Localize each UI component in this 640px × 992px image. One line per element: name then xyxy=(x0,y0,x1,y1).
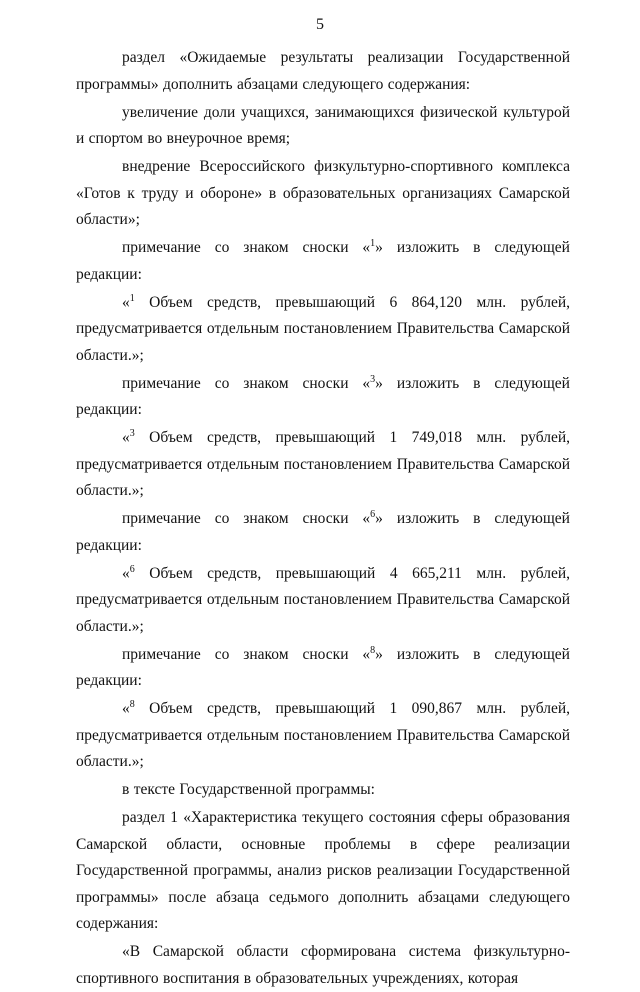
paragraph xyxy=(76,45,570,98)
paragraph xyxy=(76,425,570,505)
paragraph-text: примечание со знаком сноски « xyxy=(122,374,371,392)
footnote-marker: 6 xyxy=(370,509,376,520)
paragraph xyxy=(76,371,570,424)
paragraph-text: « xyxy=(122,293,130,311)
paragraph xyxy=(76,939,570,992)
footnote-marker: 3 xyxy=(370,373,376,385)
footnote-marker: 8 xyxy=(370,644,376,656)
page-number: 5 xyxy=(316,16,324,33)
footnote-marker: 1 xyxy=(370,238,376,249)
paragraph-text: » изложить в следующей редакции: xyxy=(76,374,570,418)
footnote-marker: 3 xyxy=(129,428,135,439)
paragraph-text: Объем средств, превышающий 1 749,018 млн. рублей, предусматривается отдельным постановлением Правительства Самарской области.»; xyxy=(76,429,570,499)
paragraph xyxy=(76,561,570,641)
paragraph-text: в тексте Государственной программы: xyxy=(122,781,375,798)
paragraph-text: «В Самарской области сформирована система физкультурно-спортивного воспитания в образовательных учреждениях, которая xyxy=(76,943,570,987)
paragraph xyxy=(76,154,570,234)
paragraph-text: примечание со знаком сноски « xyxy=(122,645,371,663)
paragraph-text: « xyxy=(122,564,130,582)
paragraph xyxy=(76,290,570,370)
footnote-marker: 6 xyxy=(129,563,135,575)
paragraph xyxy=(76,805,570,938)
paragraph-text: внедрение Всероссийского физкультурно-спортивного комплекса «Готов к труду и обороне» в образовательных организациях Самарской области»; xyxy=(76,158,570,228)
paragraph-text: примечание со знаком сноски « xyxy=(122,510,371,527)
document-body xyxy=(76,45,570,992)
paragraph xyxy=(76,100,570,153)
paragraph-text: Объем средств, превышающий 6 864,120 млн. рублей, предусматривается отдельным постановлением Правительства Самарской области.»; xyxy=(76,293,570,364)
paragraph xyxy=(76,696,570,776)
paragraph xyxy=(76,235,570,288)
paragraph-text: » изложить в следующей редакции: xyxy=(76,645,570,689)
paragraph-text: Объем средств, превышающий 4 665,211 млн. рублей, предусматривается отдельным постановлением Правительства Самарской области.»; xyxy=(76,564,570,635)
paragraph-text: « xyxy=(122,429,130,446)
footnote-marker: 1 xyxy=(129,292,135,304)
paragraph-text: увеличение доли учащихся, занимающихся физической культурой и спортом во внеурочное время; xyxy=(76,103,570,147)
paragraph xyxy=(76,777,570,804)
paragraph-text: раздел «Ожидаемые результаты реализации Государственной программы» дополнить абзацами следующего содержания: xyxy=(76,49,570,93)
paragraph-text: » изложить в следующей редакции: xyxy=(76,510,570,554)
paragraph xyxy=(76,642,570,695)
paragraph-text: Объем средств, превышающий 1 090,867 млн. рублей, предусматривается отдельным постановлением Правительства Самарской области.»; xyxy=(76,700,570,770)
paragraph-text: » изложить в следующей редакции: xyxy=(76,239,570,283)
paragraph-text: примечание со знаком сноски « xyxy=(122,239,371,256)
paragraph-text: раздел 1 «Характеристика текущего состояния сферы образования Самарской области, основные проблемы в сфере реализации Государственной программы, анализ рисков реализации Государственной программы» после абзаца седьмого дополнить абзацами следующего содержания: xyxy=(76,809,570,932)
paragraph-text: « xyxy=(122,700,130,717)
footnote-marker: 8 xyxy=(129,699,135,710)
paragraph xyxy=(76,506,570,559)
